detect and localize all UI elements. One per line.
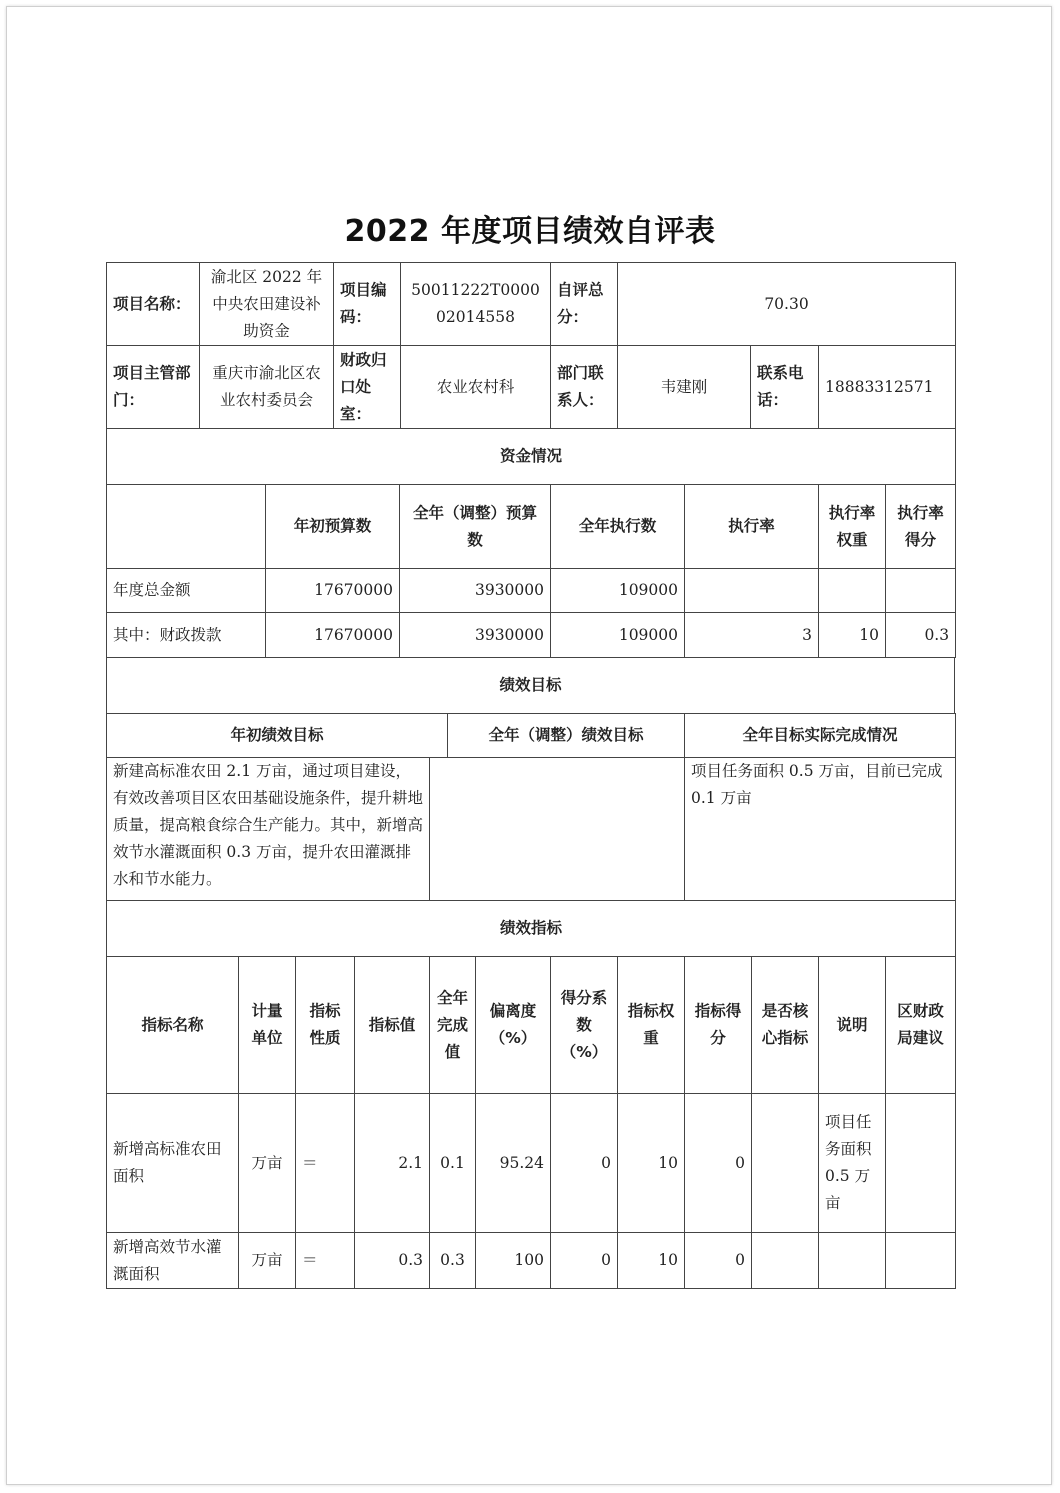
funds-cell: 3930000 — [400, 613, 551, 658]
funds-header-rate-score: 执行率得分 — [886, 485, 956, 569]
goals-header-adjusted: 全年（调整）绩效目标 — [448, 714, 685, 758]
indicator-row — [107, 1233, 956, 1289]
funds-header-executed: 全年执行数 — [551, 485, 685, 569]
phone-value: 18883312571 — [819, 346, 956, 429]
ind-cell-deviation: 95.24 — [476, 1094, 551, 1233]
project-name-value: 渝北区 2022 年中央农田建设补助资金 — [200, 263, 334, 346]
dept-value: 重庆市渝北区农业农村委员会 — [200, 346, 334, 429]
goals-actual-text: 项目任务面积 0.5 万亩，目前已完成 0.1 万亩 — [685, 758, 956, 901]
indicators-table — [106, 900, 956, 1289]
ind-cell-name: 新增高标准农田面积 — [107, 1094, 239, 1233]
ind-cell-advice — [886, 1094, 956, 1233]
goals-title-table — [106, 657, 955, 714]
ind-cell-unit: 万亩 — [239, 1094, 296, 1233]
funds-row-label: 年度总金额 — [107, 569, 266, 613]
goals-section-title: 绩效目标 — [107, 658, 955, 714]
goals-initial-text: 新建高标准农田 2.1 万亩，通过项目建设，有效改善项目区农田基础设施条件，提升耕地质量，提高粮食综合生产能力。其中，新增高效节水灌溉面积 0.3 万亩，提升农田灌溉排水和节水能力。 — [107, 758, 430, 901]
funds-cell — [685, 569, 819, 613]
project-info-table — [106, 262, 956, 429]
funds-row-total — [107, 569, 956, 613]
indicator-row — [107, 1094, 956, 1233]
funds-header-adjusted-budget: 全年（调整）预算数 — [400, 485, 551, 569]
funds-table — [106, 428, 956, 658]
finance-office-label: 财政归口处室： — [334, 346, 401, 429]
total-score-label: 自评总分： — [551, 263, 618, 346]
ind-cell-unit: 万亩 — [239, 1233, 296, 1289]
goals-header-initial: 年初绩效目标 — [107, 714, 448, 758]
ind-cell-core — [752, 1094, 819, 1233]
ind-cell-value: 2.1 — [355, 1094, 430, 1233]
ind-cell-value: 0.3 — [355, 1233, 430, 1289]
indicators-section-title: 绩效指标 — [107, 901, 956, 957]
project-code-value: 50011222T000002014558 — [401, 263, 551, 346]
ind-header-value: 指标值 — [355, 957, 430, 1094]
ind-cell-nature: ＝ — [296, 1233, 355, 1289]
project-name-label: 项目名称： — [107, 263, 200, 346]
project-code-label: 项目编码： — [334, 263, 401, 346]
funds-cell: 17670000 — [266, 569, 400, 613]
funds-cell: 109000 — [551, 613, 685, 658]
ind-header-unit: 计量单位 — [239, 957, 296, 1094]
phone-label: 联系电话： — [751, 346, 819, 429]
ind-header-core: 是否核心指标 — [752, 957, 819, 1094]
ind-header-score: 指标得分 — [685, 957, 752, 1094]
contact-label: 部门联系人： — [551, 346, 618, 429]
ind-cell-score-coef: 0 — [551, 1094, 618, 1233]
ind-cell-completed: 0.3 — [430, 1233, 476, 1289]
goals-adjusted-text — [430, 758, 685, 901]
ind-header-nature: 指标性质 — [296, 957, 355, 1094]
ind-cell-score: 0 — [685, 1094, 752, 1233]
ind-cell-score-coef: 0 — [551, 1233, 618, 1289]
total-score-value: 70.30 — [618, 263, 956, 346]
funds-cell: 0.3 — [886, 613, 956, 658]
funds-cell: 3930000 — [400, 569, 551, 613]
funds-header-exec-rate: 执行率 — [685, 485, 819, 569]
ind-cell-completed: 0.1 — [430, 1094, 476, 1233]
ind-header-completed: 全年完成值 — [430, 957, 476, 1094]
ind-header-name: 指标名称 — [107, 957, 239, 1094]
ind-header-note: 说明 — [819, 957, 886, 1094]
page-title: 2022 年度项目绩效自评表 — [344, 214, 716, 249]
ind-cell-deviation: 100 — [476, 1233, 551, 1289]
funds-header-initial-budget: 年初预算数 — [266, 485, 400, 569]
ind-cell-note — [819, 1233, 886, 1289]
ind-header-advice: 区财政局建议 — [886, 957, 956, 1094]
ind-cell-weight: 10 — [618, 1094, 685, 1233]
goals-header-table — [106, 713, 956, 758]
funds-cell — [886, 569, 956, 613]
ind-header-deviation: 偏离度（%） — [476, 957, 551, 1094]
ind-header-score-coef: 得分系数（%） — [551, 957, 618, 1094]
ind-header-weight: 指标权重 — [618, 957, 685, 1094]
goals-content-table — [106, 757, 956, 901]
funds-header-empty — [107, 485, 266, 569]
funds-cell: 3 — [685, 613, 819, 658]
finance-office-value: 农业农村科 — [401, 346, 551, 429]
ind-cell-core — [752, 1233, 819, 1289]
contact-value: 韦建刚 — [618, 346, 751, 429]
funds-header-rate-weight: 执行率权重 — [819, 485, 886, 569]
funds-cell: 10 — [819, 613, 886, 658]
ind-cell-name: 新增高效节水灌溉面积 — [107, 1233, 239, 1289]
funds-row-fiscal — [107, 613, 956, 658]
funds-row-label: 其中：财政拨款 — [107, 613, 266, 658]
ind-cell-note: 项目任务面积 0.5 万亩 — [819, 1094, 886, 1233]
ind-cell-weight: 10 — [618, 1233, 685, 1289]
funds-cell — [819, 569, 886, 613]
ind-cell-advice — [886, 1233, 956, 1289]
funds-cell: 17670000 — [266, 613, 400, 658]
goals-header-actual: 全年目标实际完成情况 — [685, 714, 956, 758]
ind-cell-nature: ＝ — [296, 1094, 355, 1233]
funds-cell: 109000 — [551, 569, 685, 613]
dept-label: 项目主管部门： — [107, 346, 200, 429]
ind-cell-score: 0 — [685, 1233, 752, 1289]
funds-section-title: 资金情况 — [107, 429, 956, 485]
